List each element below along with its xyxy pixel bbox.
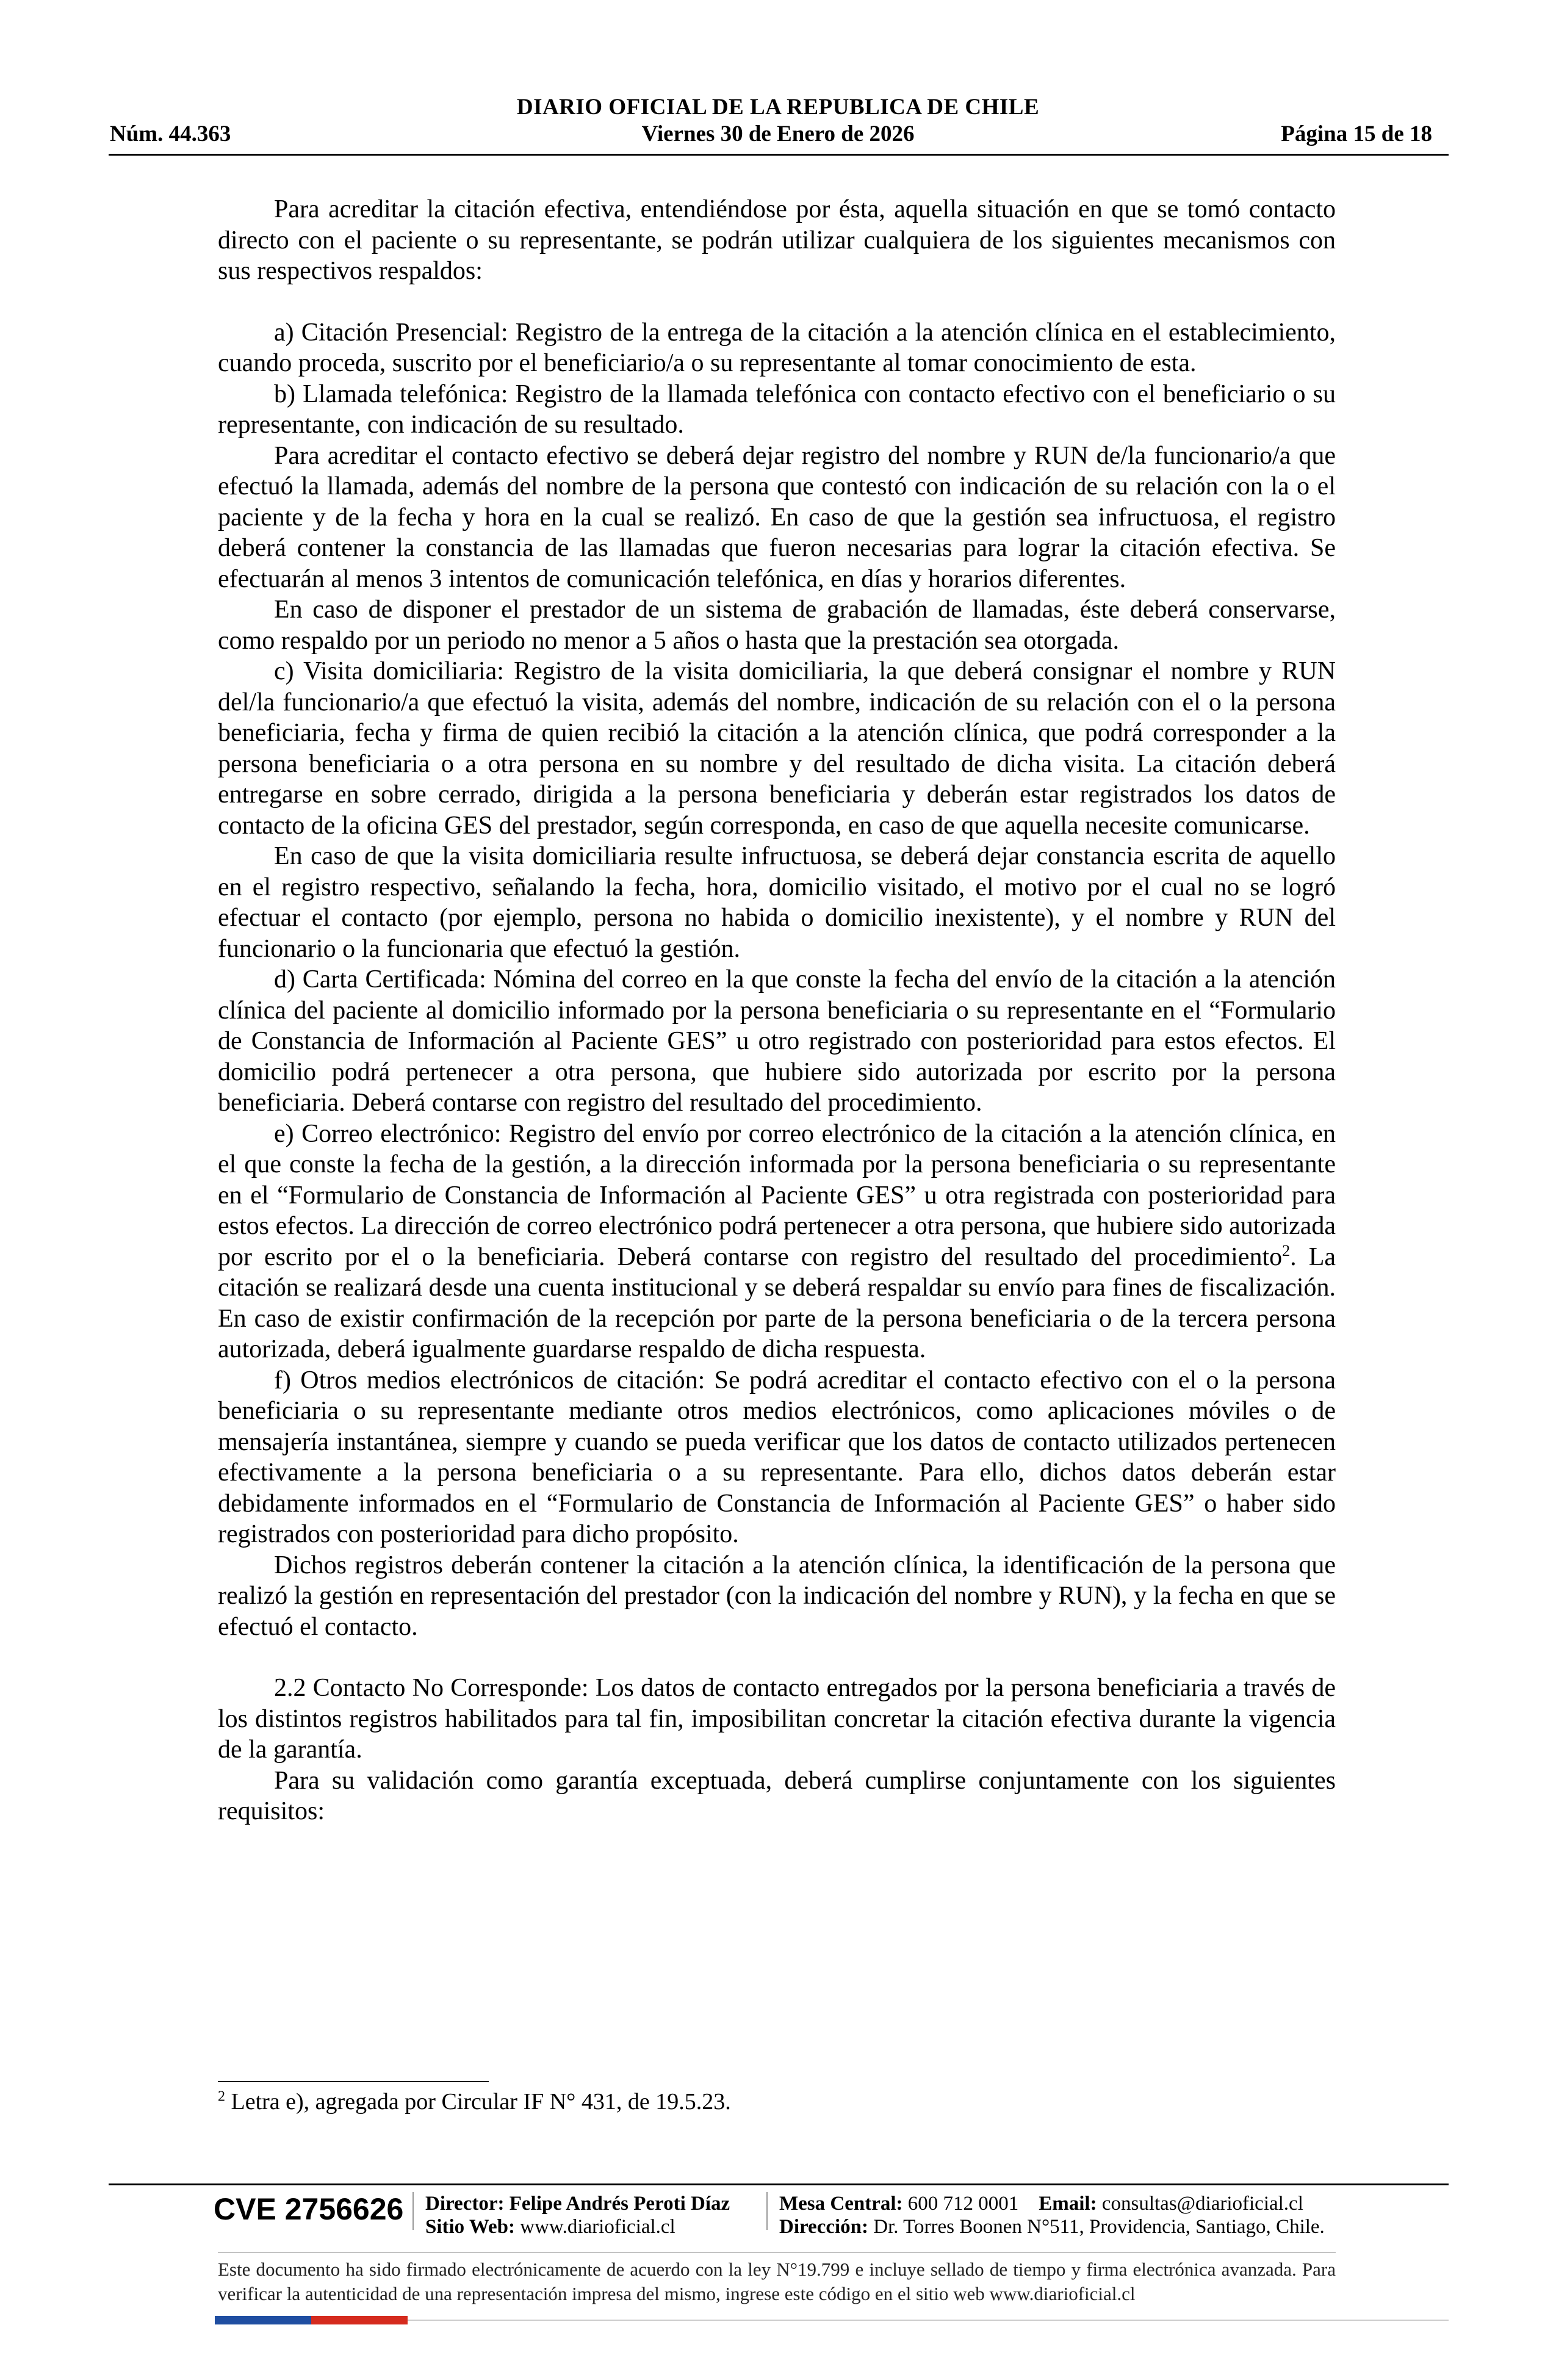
footer-separator bbox=[412, 2192, 414, 2230]
paragraph: En caso de que la visita domiciliaria resulte infructuosa, se deberá dejar constancia escrita de aquello en el registro respectivo, señalando la fecha, hora, domicilio visitado, el motivo por el cual no se logró efectuar el contacto (por ejemplo, persona no habida o domicilio inexistente), y el nombre y RUN del funcionario o la funcionaria que efectuó la gestión. bbox=[218, 842, 1336, 963]
paragraph: Para acreditar la citación efectiva, entendiéndose por ésta, aquella situación en que se tomó contacto directo con el paciente o su representante, se podrán utilizar cualquiera de los siguientes mecanismos con sus respectivos respaldos: bbox=[218, 195, 1336, 285]
mesa-phone: 600 712 0001 bbox=[907, 2193, 1019, 2215]
issue-number: Núm. 44.363 bbox=[110, 121, 231, 146]
page-number: Página 15 de 18 bbox=[1281, 121, 1432, 146]
paragraph: 2.2 Contacto No Corresponde: Los datos de contacto entregados por la persona beneficiaria a través de los distintos registros habilitados para tal fin, imposibilitan concretar la citación efectiva durante la vigencia de la garantía. bbox=[218, 1674, 1336, 1764]
address-label: Dirección: bbox=[779, 2216, 869, 2238]
paragraph: d) Carta Certificada: Nómina del correo en la que conste la fecha del envío de la citación a la atención clínica del paciente al domicilio informado por la persona beneficiaria o su representante en el “Formulario de Constancia de Información al Paciente GES” u otro registrado con posterioridad para estos efectos. El domicilio podrá pertenecer a otra persona, que hubiere sido autorizada por escrito por la persona beneficiaria. Deberá contarse con registro del resultado del procedimiento. bbox=[218, 965, 1336, 1117]
footnote-number: 2 bbox=[218, 2088, 225, 2105]
paragraph: c) Visita domiciliaria: Registro de la visita domiciliaria, la que deberá consignar el nombre y RUN del/la funcionario/a que efectuó la visita, además del nombre, indicación de su relación con el o la persona beneficiaria, fecha y firma de quien recibió la citación a la atención clínica, que podrá corresponder a la persona beneficiaria o a otra persona en su nombre y del resultado de dicha visita. La citación deberá entregarse en sobre cerrado, dirigida a la persona beneficiaria y deberán estar registrados los datos de contacto de la oficina GES del prestador, según corresponda, en caso de que aquella necesite comunicarse. bbox=[218, 657, 1336, 840]
paragraph bbox=[218, 1119, 1336, 1365]
director-name: Felipe Andrés Peroti Díaz bbox=[509, 2193, 730, 2215]
paragraph: Para acreditar el contacto efectivo se deberá dejar registro del nombre y RUN de/la funcionario/a que efectuó la llamada, además del nombre de la persona que contestó con indicación de su relación con la o el paciente y de la fecha y hora en la cual se realizó. En caso de que la gestión sea infructuosa, el registro deberá contener la constancia de las llamadas que fueron necesarias para lograr la citación efectiva. Se efectuarán al menos 3 intentos de comunicación telefónica, en días y horarios diferentes. bbox=[218, 441, 1336, 593]
document-body bbox=[218, 194, 1336, 1827]
signature-notice: Este documento ha sido firmado electrónicamente de acuerdo con la ley N°19.799 e incluye sellado de tiempo y firma electrónica avanzada. Para verificar la autenticidad de una representación impresa del mismo, ingrese este código en el sitio web www.diarioficial.cl bbox=[218, 2259, 1336, 2304]
paragraph: Para su validación como garantía exceptuada, deberá cumplirse conjuntamente con los siguientes requisitos: bbox=[218, 1766, 1336, 1825]
footer-director-block bbox=[425, 2192, 730, 2238]
email-link[interactable]: consultas@diarioficial.cl bbox=[1101, 2193, 1303, 2215]
website-label: Sitio Web: bbox=[425, 2216, 516, 2238]
issue-date: Viernes 30 de Enero de 2026 bbox=[641, 121, 915, 146]
footnote-divider bbox=[218, 2081, 489, 2082]
address-text: Dr. Torres Boonen N°511, Providencia, Santiago, Chile. bbox=[873, 2216, 1325, 2238]
paragraph: a) Citación Presencial: Registro de la entrega de la citación a la atención clínica en el establecimiento, cuando proceda, suscrito por el beneficiario/a o su representante al tomar conocimiento de esta. bbox=[218, 318, 1336, 377]
flag-stripe-red bbox=[311, 2316, 408, 2324]
paragraph-text: e) Correo electrónico: Registro del envío por correo electrónico de la citación a la atención clínica, en el que conste la fecha de la gestión, a la dirección informada por la persona beneficiaria o su representante en el “Formulario de Constancia de Información al Paciente GES” u otra registrada con posterioridad para estos efectos. La dirección de correo electrónico podrá pertenecer a otra persona, que hubiere sido autorizada por escrito por el o la beneficiaria. Deberá contarse con registro del resultado del procedimiento bbox=[218, 1119, 1336, 1271]
footer-contact-block bbox=[779, 2192, 1325, 2238]
email-label: Email: bbox=[1039, 2193, 1097, 2215]
footer-inner-divider bbox=[218, 2252, 1336, 2253]
cve-code: CVE 2756626 bbox=[214, 2192, 404, 2226]
director-label: Director: bbox=[425, 2193, 505, 2215]
paragraph-text: . La citación se realizará desde una cuenta institucional y se deberá respaldar su envío para fines de fiscalización. En caso de existir confirmación de la recepción por parte de la persona beneficiaria o de la tercera persona autorizada, deberá igualmente guardarse respaldo de dicha respuesta. bbox=[218, 1242, 1336, 1363]
flag-stripe-blue bbox=[215, 2316, 311, 2324]
paragraph: En caso de disponer el prestador de un sistema de grabación de llamadas, éste deberá conservarse, como respaldo por un periodo no menor a 5 años o hasta que la prestación sea otorgada. bbox=[218, 596, 1336, 655]
website-link[interactable]: www.diarioficial.cl bbox=[520, 2216, 675, 2238]
paragraph: b) Llamada telefónica: Registro de la llamada telefónica con contacto efectivo con el beneficiario o su representante, con indicación de su resultado. bbox=[218, 380, 1336, 439]
footnote-text: Letra e), agregada por Circular IF N° 431, de 19.5.23. bbox=[225, 2089, 731, 2115]
publication-title: DIARIO OFICIAL DE LA REPUBLICA DE CHILE bbox=[516, 95, 1040, 120]
paragraph: Dichos registros deberán contener la citación a la atención clínica, la identificación de la persona que realizó la gestión en representación del prestador (con la indicación del nombre y RUN), y la fecha en que se efectuó el contacto. bbox=[218, 1551, 1336, 1641]
footnote-reference[interactable]: 2 bbox=[1282, 1241, 1291, 1260]
paragraph: f) Otros medios electrónicos de citación: Se podrá acreditar el contacto efectivo con el o la persona beneficiaria o su representante mediante otros medios electrónicos, como aplicaciones móviles o de mensajería instantánea, siempre y cuando se pueda verificar que los datos de contacto utilizados pertenecen efectivamente a la persona beneficiaria o a su representante. Para ello, dichos datos deberán estar debidamente informados en el “Formulario de Constancia de Información al Paciente GES” o haber sido registrados con posterioridad para dicho propósito. bbox=[218, 1366, 1336, 1548]
footer-divider bbox=[109, 2183, 1449, 2185]
footnote bbox=[218, 2087, 731, 2116]
footer-separator bbox=[766, 2192, 768, 2230]
footer-bottom-rule bbox=[408, 2320, 1449, 2321]
header-divider bbox=[109, 154, 1449, 156]
mesa-label: Mesa Central: bbox=[779, 2193, 903, 2215]
